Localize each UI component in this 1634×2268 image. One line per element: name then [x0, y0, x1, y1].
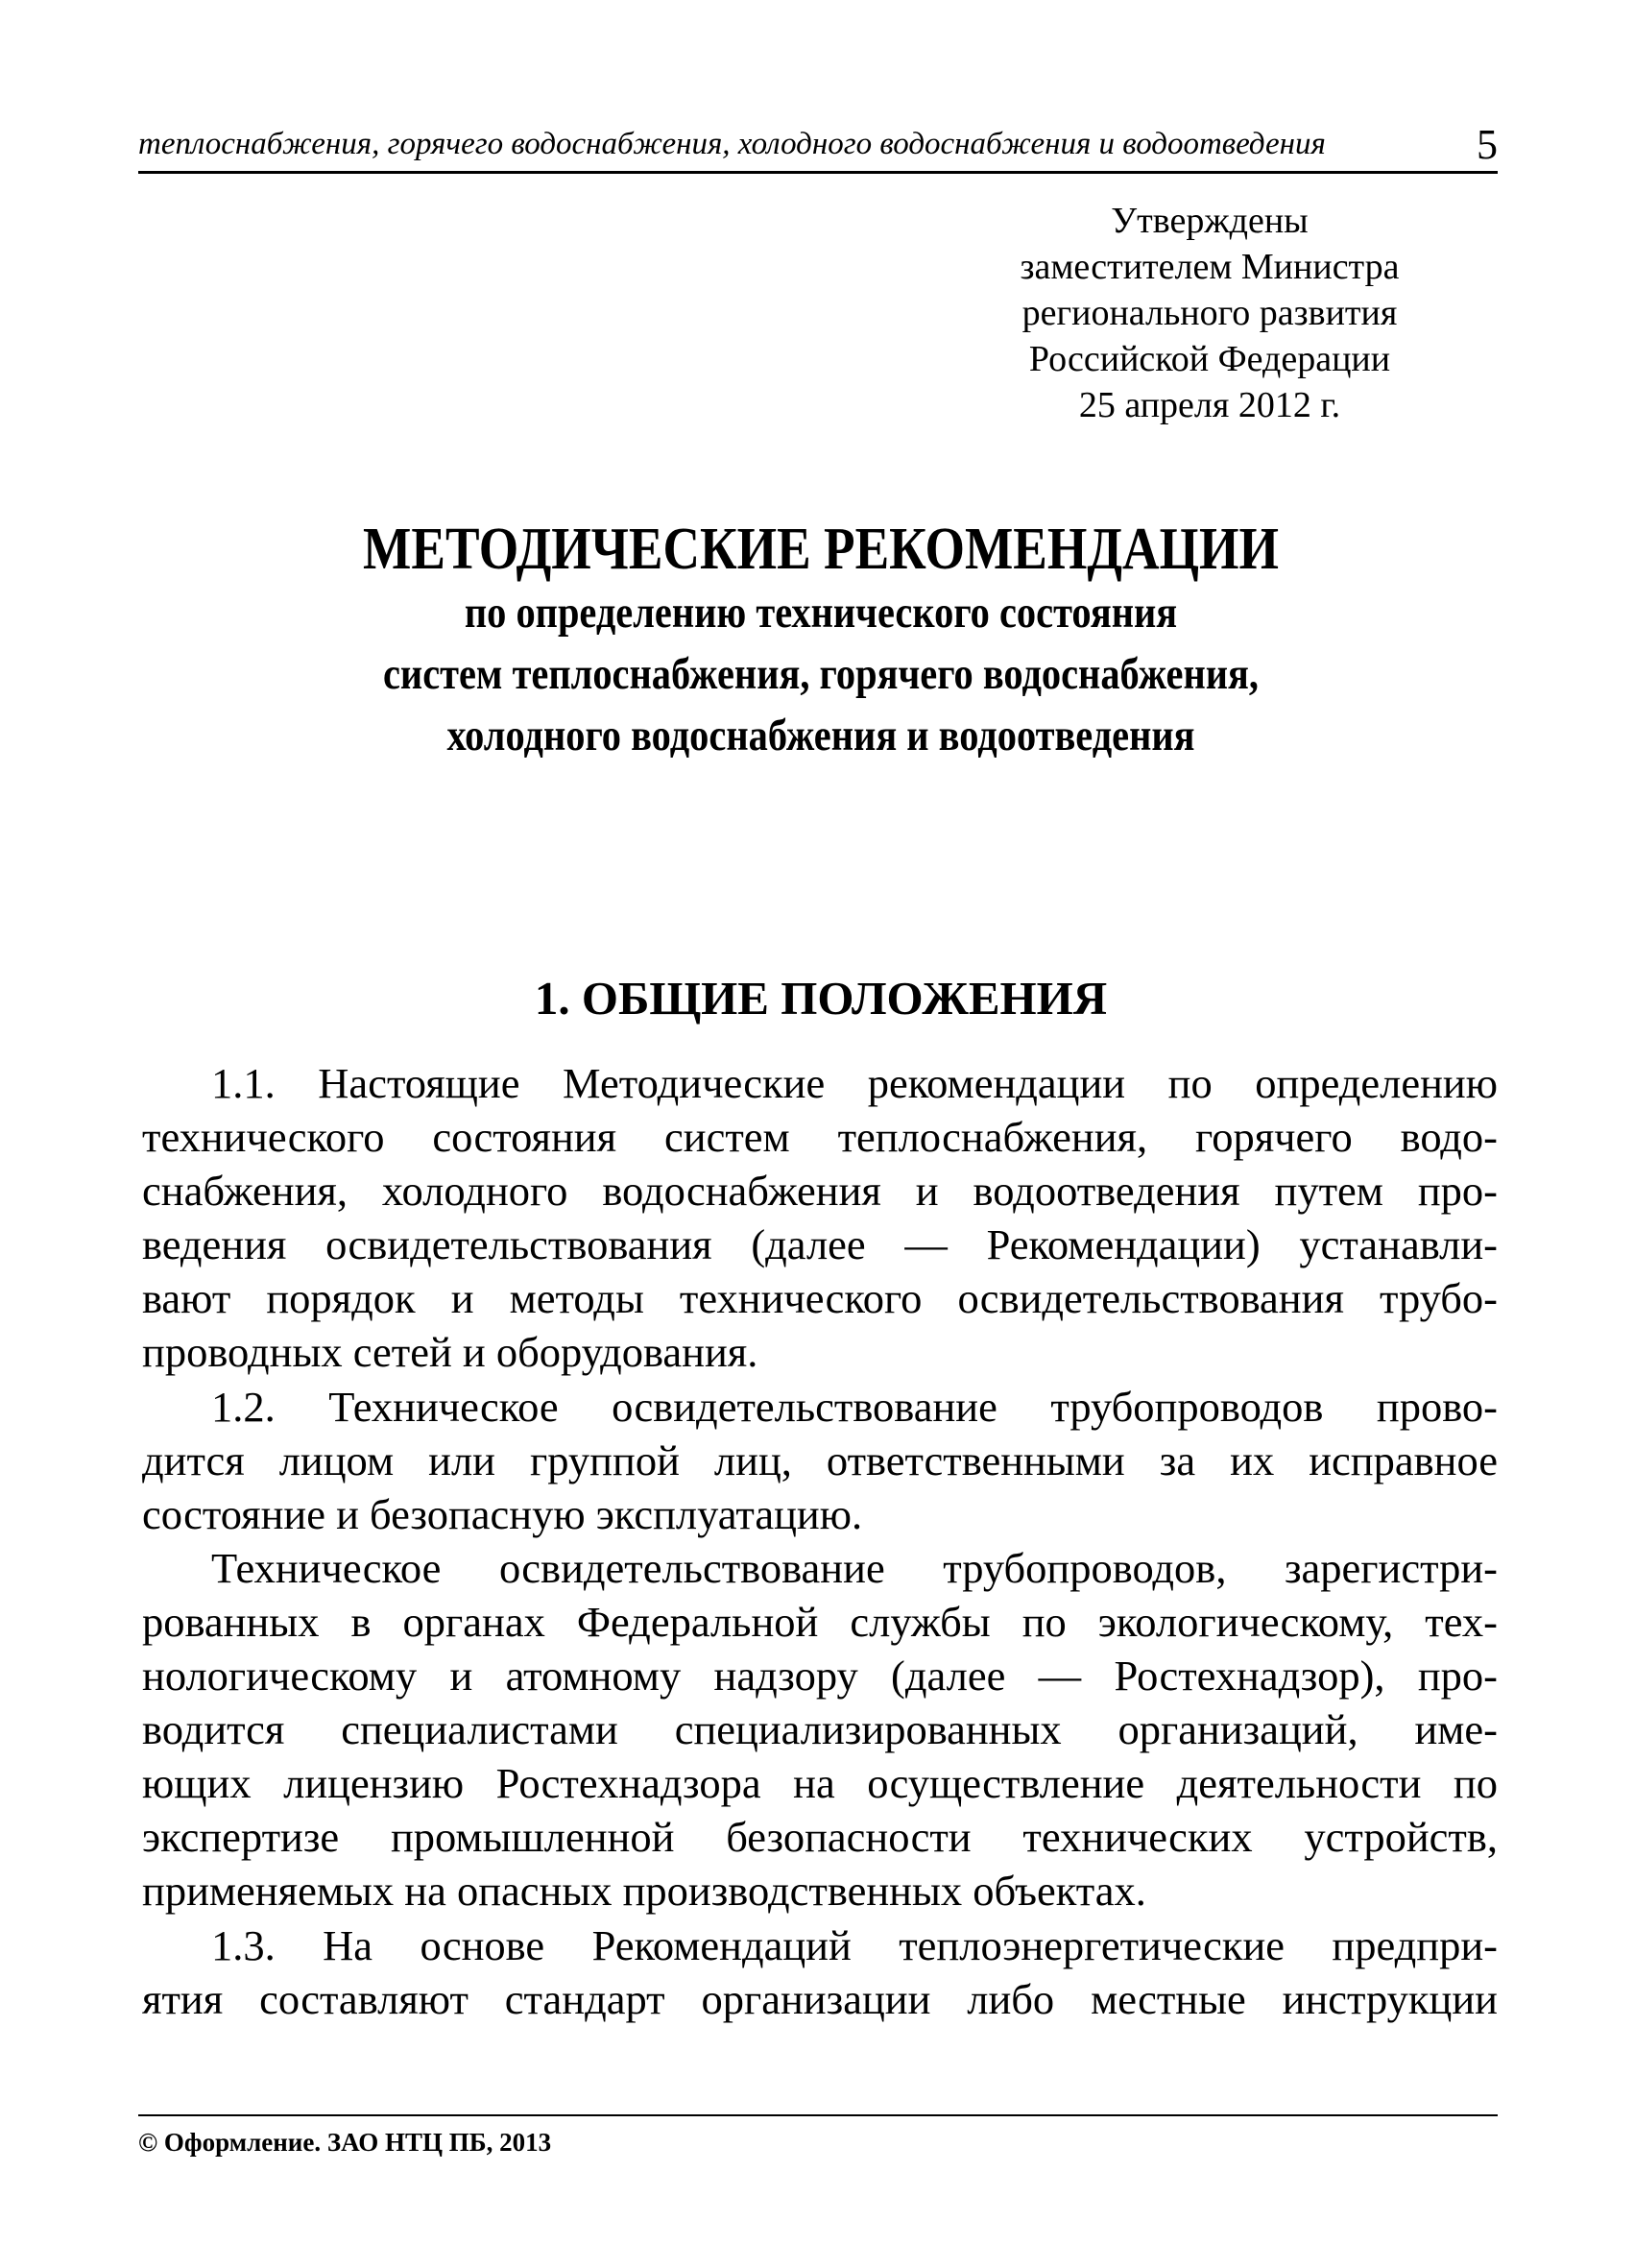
approval-date: 25 апреля 2012 г.	[1078, 385, 1341, 425]
paragraph-line: состояние и безопасную эксплуатацию.	[142, 1489, 863, 1538]
paragraph-line: снабжения, холодного водоснабжения и водоотведения путем про-	[142, 1167, 1498, 1216]
paragraph-line: 1.2. Техническое освидетельствование трубопроводов прово-	[211, 1382, 1498, 1431]
approval-line: заместителем Министра	[1020, 247, 1400, 287]
approval-block	[970, 198, 1450, 428]
paragraph-line: экспертизе промышленной безопасности технических устройств,	[142, 1813, 1498, 1862]
paragraph-line: Техническое освидетельствование трубопроводов, зарегистри-	[211, 1543, 1498, 1592]
page-number: 5	[1477, 121, 1498, 168]
running-title: теплоснабжения, горячего водоснабжения, холодного водоснабжения и водоотведения	[138, 127, 1326, 161]
approval-line: регионального развития	[1021, 293, 1398, 333]
paragraph-line: нологическому и атомному надзору (далее — Ростехнадзор), про-	[142, 1652, 1498, 1701]
approval-line: Утверждены	[1111, 201, 1309, 241]
paragraph-line: ятия составляют стандарт организации либо местные инструкции	[142, 1974, 1498, 2023]
running-header	[138, 123, 1498, 174]
paragraph-line: рованных в органах Федеральной службы по экологическому, тех-	[142, 1597, 1498, 1646]
paragraph-line: 1.1. Настоящие Методические рекомендации по определению	[211, 1059, 1498, 1107]
paragraph-line: проводных сетей и оборудования.	[142, 1328, 758, 1377]
paragraph-line: ведения освидетельствования (далее — Рекомендации) устанавли-	[142, 1220, 1498, 1269]
document-title-subline: систем теплоснабжения, горячего водоснабжения,	[382, 649, 1260, 699]
section-heading: 1. ОБЩИЕ ПОЛОЖЕНИЯ	[534, 972, 1108, 1025]
document-title-subline: холодного водоснабжения и водоотведения	[446, 711, 1195, 760]
paragraph-line: технического состояния систем теплоснабжения, горячего водо-	[142, 1113, 1498, 1162]
paragraph-line: применяемых на опасных производственных объектах.	[142, 1867, 1146, 1916]
footer-rule	[138, 2114, 1498, 2116]
document-title-subline: по определению технического состояния	[464, 588, 1178, 638]
approval-line: Российской Федерации	[1028, 339, 1391, 379]
document-title-main: МЕТОДИЧЕСКИЕ РЕКОМЕНДАЦИИ	[363, 517, 1279, 582]
paragraph-line: вают порядок и методы технического освидетельствования трубо-	[142, 1274, 1498, 1323]
paragraph-line: водится специалистами специализированных организаций, име-	[142, 1705, 1498, 1754]
paragraph-line: 1.3. На основе Рекомендаций теплоэнергетические предпри-	[211, 1920, 1498, 1969]
body-text	[142, 1056, 1498, 2026]
document-title	[144, 517, 1498, 766]
paragraph-line: дится лицом или группой лиц, ответственными за их исправное	[142, 1436, 1498, 1484]
footer-copyright: © Оформление. ЗАО НТЦ ПБ, 2013	[138, 2128, 552, 2157]
paragraph-line: ющих лицензию Ростехнадзора на осуществление деятельности по	[142, 1759, 1498, 1808]
